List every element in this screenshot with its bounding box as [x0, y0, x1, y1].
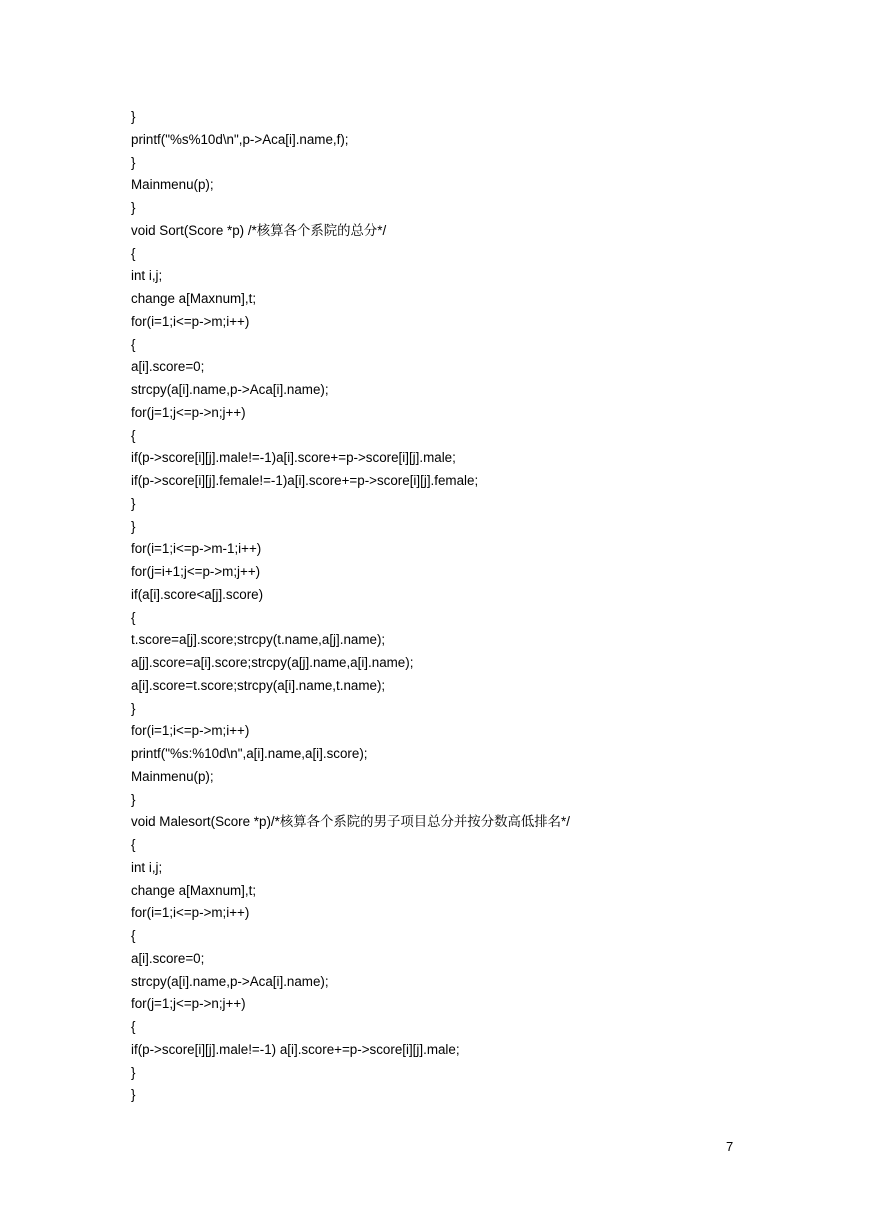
code-line: { [131, 837, 136, 852]
code-line: strcpy(a[i].name,p->Aca[i].name); [131, 973, 329, 989]
code-line: } [131, 1064, 136, 1080]
code-line: } [131, 154, 136, 170]
code-line: t.score=a[j].score;strcpy(t.name,a[j].name); [131, 632, 386, 648]
code-line: a[i].score=t.score;strcpy(a[i].name,t.name); [131, 677, 386, 693]
code-line: } [131, 791, 136, 807]
code-line: { [131, 245, 136, 261]
code-line: void Sort(Score *p) /*核算各个系院的总分*/ [131, 222, 387, 238]
code-line: { [131, 1019, 136, 1034]
code-line: for(j=1;j<=p->n;j++) [131, 996, 246, 1012]
code-line: a[i].score=0; [131, 950, 205, 966]
code-line: change a[Maxnum],t; [131, 882, 257, 898]
code-line: } [131, 1087, 136, 1103]
code-line: { [131, 609, 136, 625]
code-line: if(p->score[i][j].male!=-1) a[i].score+=p->score[i][j].male; [131, 1041, 460, 1057]
code-line: for(i=1;i<=p->m-1;i++) [131, 541, 262, 557]
code-line: void Malesort(Score *p)/*核算各个系院的男子项目总分并按分数高低排名*/ [131, 814, 570, 830]
code-line: } [131, 518, 136, 534]
code-line: Mainmenu(p); [131, 177, 214, 193]
code-line: int i,j; [131, 859, 163, 875]
code-line: int i,j; [131, 268, 163, 284]
code-line: for(i=1;i<=p->m;i++) [131, 723, 250, 739]
code-line: for(i=1;i<=p->m;i++) [131, 313, 250, 329]
code-line: change a[Maxnum],t; [131, 291, 257, 306]
page-number: 7 [726, 1139, 734, 1154]
code-line: if(p->score[i][j].female!=-1)a[i].score+=p->score[i][j].female; [131, 473, 479, 488]
code-line: if(a[i].score<a[j].score) [131, 586, 264, 602]
code-line: } [131, 109, 136, 124]
code-line: for(i=1;i<=p->m;i++) [131, 905, 250, 921]
code-line: } [131, 700, 136, 716]
code-line: } [131, 495, 136, 511]
code-line: } [131, 200, 136, 215]
code-line: for(j=i+1;j<=p->m;j++) [131, 564, 261, 579]
code-line: printf("%s%10d\n",p->Aca[i].name,f); [131, 131, 349, 147]
code-listing [131, 106, 771, 1107]
code-line: a[i].score=0; [131, 359, 205, 375]
code-line: { [131, 928, 136, 943]
code-line: strcpy(a[i].name,p->Aca[i].name); [131, 382, 329, 397]
code-line: if(p->score[i][j].male!=-1)a[i].score+=p->score[i][j].male; [131, 450, 456, 466]
code-line: { [131, 336, 136, 352]
code-line: for(j=1;j<=p->n;j++) [131, 404, 246, 420]
code-line: Mainmenu(p); [131, 768, 214, 784]
code-line: a[j].score=a[i].score;strcpy(a[j].name,a[i].name); [131, 655, 414, 670]
code-line: { [131, 427, 136, 443]
code-line: printf("%s:%10d\n",a[i].name,a[i].score); [131, 746, 368, 761]
